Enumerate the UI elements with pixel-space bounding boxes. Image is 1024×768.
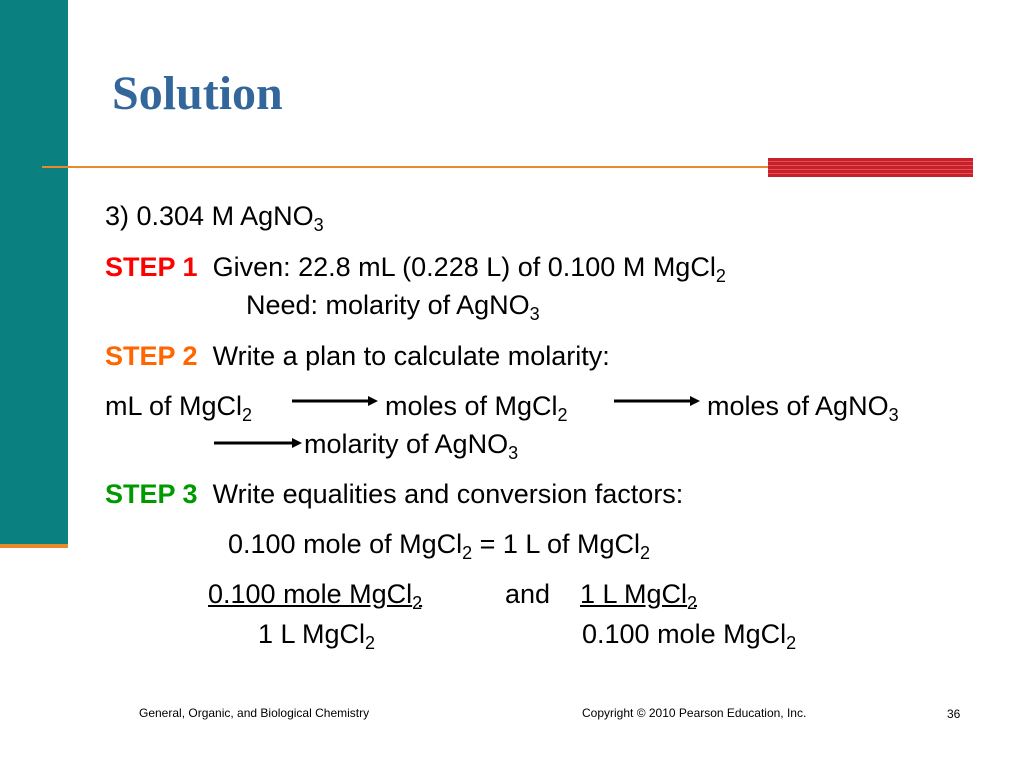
and-text: and — [505, 579, 551, 609]
step1-need-line: Need: molarity of AgNO$_3$ — [246, 290, 540, 324]
equality-line: 0.100 mole of MgCl$_2$ = 1 L of MgCl$_2$ — [228, 529, 650, 563]
slide-title: Solution — [112, 67, 283, 120]
factor1-denominator: 1 L MgCl$_2$ — [258, 619, 376, 653]
problem-line: 3) 0.304 M AgNO$_3$ — [105, 201, 324, 235]
arrow-icon — [290, 390, 380, 412]
red-stripe-block — [768, 158, 973, 177]
arrow-icon — [212, 432, 304, 454]
factor2-denominator: 0.100 mole MgCl$_2$ — [582, 619, 797, 653]
plan-item-ml: mL of MgCl$_2$ — [105, 391, 253, 425]
plan-item-molarity: molarity of AgNO$_3$ — [304, 429, 519, 463]
side-bar-accent — [0, 544, 68, 548]
step3-label: STEP 3 — [105, 479, 198, 509]
plan-item-moles-agno3: moles of AgNO$_3$ — [707, 391, 899, 425]
footer-book-title: General, Organic, and Biological Chemistry — [139, 706, 370, 720]
footer-copyright: Copyright © 2010 Pearson Education, Inc. — [582, 706, 807, 720]
factor1-numerator: 0.100 mole MgCl$_2$ — [208, 579, 423, 613]
factor2-numerator: 1 L MgCl$_2$ — [580, 579, 698, 613]
arrow-icon — [612, 390, 702, 412]
title-divider — [42, 166, 774, 168]
step2-line: STEP 2 Write a plan to calculate molarity: — [105, 341, 610, 371]
step1-given-line: STEP 1 Given: 22.8 mL (0.228 L) of 0.100 M MgCl$_2$ — [105, 252, 726, 286]
plan-item-moles-mgcl2: moles of MgCl$_2$ — [385, 391, 568, 425]
step1-label: STEP 1 — [105, 252, 198, 282]
step3-line: STEP 3 Write equalities and conversion factors: — [105, 479, 684, 509]
teal-side-bar — [0, 0, 68, 548]
step2-label: STEP 2 — [105, 341, 198, 371]
page-number: 36 — [947, 707, 961, 721]
